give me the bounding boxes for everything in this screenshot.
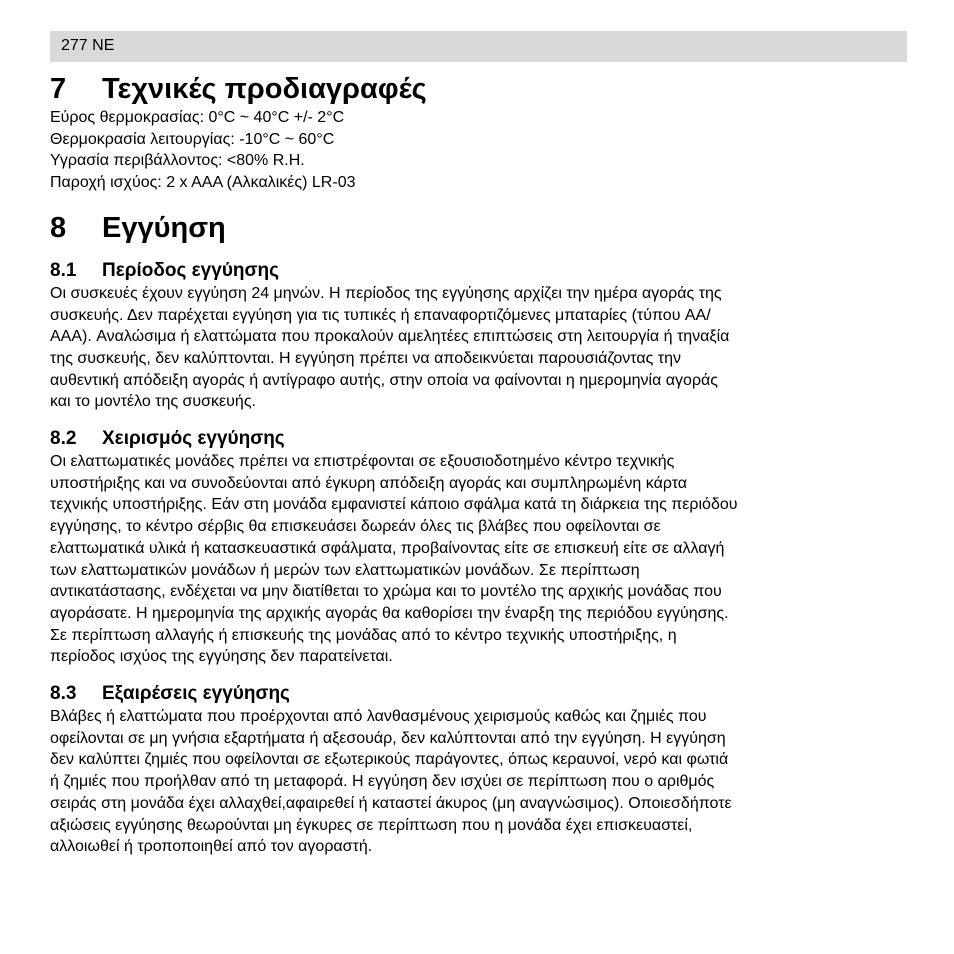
technical-specs-list: [50, 107, 910, 194]
paragraph-line: Οι συσκευές έχουν εγγύηση 24 μηνών. Η περίοδος της εγγύησης αρχίζει την ημέρα αγοράς της: [50, 284, 722, 302]
paragraph-line: των ελαττωματικών μονάδων ή μερών των ελαττωματικών μονάδων. Σε περίπτωση: [50, 561, 640, 579]
paragraph-line: AAA). Αναλώσιμα ή ελαττώματα που προκαλούν αμελητέες επιπτώσεις στη λειτουργία ή τηναξία: [50, 328, 730, 346]
paragraph-line: Οι ελαττωματικές μονάδες πρέπει να επιστρέφονται σε εξουσιοδοτημένο κέντρο τεχνικής: [50, 453, 675, 471]
subsection-8-1-body: [50, 283, 910, 413]
paragraph-line: ή ζημιές που προήλθαν από τη μεταφορά. Η εγγύηση δεν ισχύει σε περίπτωση που ο αριθμός: [50, 773, 715, 791]
paragraph-line: οφείλονται σε μη γνήσια εξαρτήματα ή αξεσουάρ, δεν καλύπτονται από την εγγύηση. Η εγγύηση: [50, 729, 726, 747]
paragraph-line: της συσκευής, δεν καλύπτονται. Η εγγύηση πρέπει να αποδεικνύεται παρουσιάζοντας την: [50, 349, 681, 367]
paragraph-line: ελαττωματικά υλικά ή κατασκευαστικά σφάλματα, προβαίνοντας είτε σε επισκευή είτε σε αλλαγή: [50, 539, 725, 557]
subsection-8-3-title: Εξαιρέσεις εγγύησης: [102, 683, 290, 705]
subsection-8-2-number: 8.2: [50, 428, 77, 450]
paragraph-line: δεν καλύπτει ζημιές που οφείλονται σε εξωτερικούς παράγοντες, όπως κεραυνοί, νερό και φωτιά: [50, 751, 729, 769]
section-8-number: 8: [50, 211, 67, 244]
spec-temperature-range: Εύρος θερμοκρασίας: 0°C ~ 40°C +/- 2°C: [50, 109, 345, 126]
subsection-8-3-number: 8.3: [50, 683, 77, 705]
section-7-title: Τεχνικές προδιαγραφές: [102, 73, 427, 105]
paragraph-line: περίοδος ισχύος της εγγύησης δεν παρατείνεται.: [50, 648, 393, 666]
spec-operating-temperature: Θερμοκρασία λειτουργίας: -10°C ~ 60°C: [50, 130, 335, 148]
subsection-8-1-title: Περίοδος εγγύησης: [102, 259, 279, 281]
page-header-bar: [50, 31, 907, 62]
document-body: [50, 72, 910, 858]
paragraph-line: αγοράσατε. Η ημερομηνία της αρχικής αγοράς θα καθορίσει την έναρξη της περιόδου εγγύησης.: [50, 604, 729, 622]
model-code: 277 NE: [61, 37, 115, 54]
paragraph-line: αντικατάστασης, ενδέχεται να μην διατίθεται το χρώμα και το μοντέλο της αρχικής μονάδας που: [50, 583, 722, 601]
subsection-8-1-heading: [50, 259, 910, 283]
paragraph-line: εγγύησης, το κέντρο σέρβις θα επισκευάσει δωρεάν όλες τις βλάβες που οφείλονται σε: [50, 518, 661, 536]
paragraph-line: αξιώσεις εγγύησης θεωρούνται μη έγκυρες σε περίπτωση που η μονάδα έχει επισκευαστεί,: [50, 816, 693, 834]
paragraph-line: τεχνικής υποστήριξης. Εάν στη μονάδα εμφανιστεί κάποιο σφάλμα κατά τη διάρκεια της περιόδου: [50, 496, 738, 514]
subsection-8-1-number: 8.1: [50, 259, 77, 281]
section-7-heading: [50, 72, 910, 106]
subsection-8-2-title: Χειρισμός εγγύησης: [102, 428, 285, 450]
paragraph-line: και το μοντέλο της συσκευής.: [50, 393, 256, 411]
paragraph-line: σειράς στη μονάδα έχει αλλαχθεί,αφαιρεθεί ή καταστεί άκυρος (μη αναγνώσιμος). Οποιεσδήποτε: [50, 794, 732, 812]
section-8-title: Εγγύηση: [102, 211, 226, 244]
subsection-8-3-body: [50, 706, 910, 858]
section-8-heading: [50, 211, 910, 245]
spec-power-supply: Παροχή ισχύος: 2 x AAA (Αλκαλικές) LR-03: [50, 174, 356, 192]
paragraph-line: Βλάβες ή ελαττώματα που προέρχονται από λανθασμένους χειρισμούς καθώς και ζημιές που: [50, 708, 707, 726]
paragraph-line: Σε περίπτωση αλλαγής ή επισκευής της μονάδας από το κέντρο τεχνικής υποστήριξης, η: [50, 626, 677, 644]
paragraph-line: συσκευής. Δεν παρέχεται εγγύηση για τις τυπικές ή επαναφορτιζόμενες μπαταρίες (τύπου AA/: [50, 306, 711, 324]
paragraph-line: αλλοιωθεί ή τροποποιηθεί από τον αγοραστή.: [50, 838, 373, 856]
section-7-number: 7: [50, 73, 67, 105]
paragraph-line: αυθεντική απόδειξη αγοράς ή αντίγραφο αυτής, στην οποία να φαίνονται η ημερομηνία αγοράς: [50, 371, 719, 389]
subsection-8-2-heading: [50, 427, 910, 451]
spec-humidity: Υγρασία περιβάλλοντος: <80% R.H.: [50, 152, 305, 170]
subsection-8-2-body: [50, 451, 910, 668]
subsection-8-3-heading: [50, 682, 910, 706]
paragraph-line: υποστήριξης και να συνοδεύονται από έγκυρη απόδειξη αγοράς και συμπληρωμένη κάρτα: [50, 474, 688, 492]
